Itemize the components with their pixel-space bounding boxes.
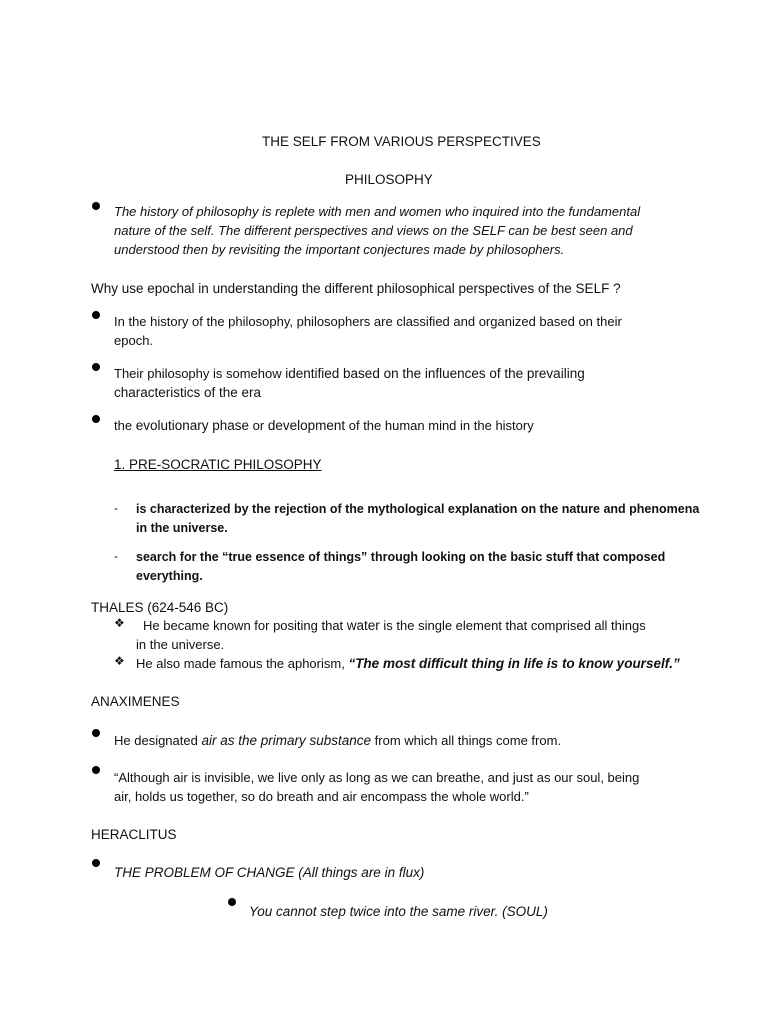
epochal-point-3-text: or bbox=[249, 418, 268, 433]
dash-marker: - bbox=[114, 501, 118, 515]
section-heading: PHILOSOPHY bbox=[345, 172, 433, 187]
anaximenes-quote-line-2: air, holds us together, so do breath and air encompass the whole world.” bbox=[114, 789, 529, 804]
epochal-point-2-line-1 bbox=[114, 364, 585, 383]
diamond-bullet-icon: ❖ bbox=[114, 616, 125, 630]
thales-point-2 bbox=[136, 654, 680, 673]
anaximenes-heading: ANAXIMENES bbox=[91, 694, 180, 709]
thales-point-1-text: He became known for positing that bbox=[143, 618, 347, 633]
bullet-icon bbox=[92, 415, 100, 423]
anaximenes-point-1-text: from which all things come from. bbox=[371, 733, 562, 748]
bullet-icon bbox=[92, 202, 100, 210]
thales-aphorism: “The most difficult thing in life is to know yourself.” bbox=[348, 656, 680, 671]
anaximenes-quote-line-1: “Although air is invisible, we live only as long as we can breathe, and just as our soul, being bbox=[114, 770, 640, 785]
epochal-point-2-line-2: characteristics of the era bbox=[114, 385, 262, 400]
presocratic-point-2-line-1: search for the “true essence of things” through looking on the basic stuff that composed bbox=[136, 550, 666, 564]
presocratic-heading: 1. PRE-SOCRATIC PHILOSOPHY bbox=[114, 457, 322, 472]
heraclitus-heading: HERACLITUS bbox=[91, 827, 177, 842]
presocratic-point-1-line-2: in the universe. bbox=[136, 521, 228, 535]
development-term: development bbox=[267, 418, 346, 433]
bullet-icon bbox=[92, 859, 100, 867]
heraclitus-point-1: THE PROBLEM OF CHANGE (All things are in flux) bbox=[114, 865, 425, 880]
page-title: THE SELF FROM VARIOUS PERSPECTIVES bbox=[262, 134, 541, 149]
bullet-icon bbox=[92, 766, 100, 774]
bullet-icon bbox=[228, 898, 236, 906]
epochal-point-2-emphasis: identified based on the influences of the prevailing bbox=[285, 366, 585, 381]
thales-point-2-text: He also made famous the aphorism, bbox=[136, 656, 349, 671]
question-heading: Why use epochal in understanding the different philosophical perspectives of the SELF ? bbox=[91, 281, 621, 296]
bullet-icon bbox=[92, 729, 100, 737]
presocratic-point-1-line-1: is characterized by the rejection of the mythological explanation on the nature and phenomena bbox=[136, 502, 700, 516]
epochal-point-3-text: of the human mind in the history bbox=[345, 418, 534, 433]
diamond-bullet-icon: ❖ bbox=[114, 654, 125, 668]
air-primary-substance-term: air as the primary substance bbox=[201, 733, 372, 748]
intro-line-2: nature of the self. The different perspectives and views on the SELF can be best seen and bbox=[114, 223, 633, 238]
dash-marker: - bbox=[114, 549, 118, 563]
epochal-point-1-line-1: In the history of the philosophy, philosophers are classified and organized based on their bbox=[114, 314, 622, 329]
intro-line-3: understood then by revisiting the important conjectures made by philosophers. bbox=[114, 242, 565, 257]
epochal-point-2-text: Their philosophy is somehow bbox=[114, 366, 286, 381]
epochal-point-3-text: the bbox=[114, 418, 136, 433]
anaximenes-point-1-text: He designated bbox=[114, 733, 202, 748]
anaximenes-point-1 bbox=[114, 731, 561, 750]
bullet-icon bbox=[92, 363, 100, 371]
epochal-point-1-line-2: epoch. bbox=[114, 333, 154, 348]
evolutionary-phase-term: evolutionary phase bbox=[135, 418, 250, 433]
thales-point-1-line-2: in the universe. bbox=[136, 637, 225, 652]
thales-heading: THALES (624-546 BC) bbox=[91, 600, 229, 615]
presocratic-point-2-line-2: everything. bbox=[136, 569, 203, 583]
epochal-point-3 bbox=[114, 416, 534, 435]
intro-line-1: The history of philosophy is replete with men and women who inquired into the fundamental bbox=[114, 204, 641, 219]
thales-point-1-line-1 bbox=[143, 616, 646, 635]
thales-point-1-text: is the single element that comprised all things bbox=[379, 618, 646, 633]
heraclitus-point-2: You cannot step twice into the same river. (SOUL) bbox=[249, 904, 548, 919]
bullet-icon bbox=[92, 311, 100, 319]
water-term: water bbox=[346, 618, 380, 633]
